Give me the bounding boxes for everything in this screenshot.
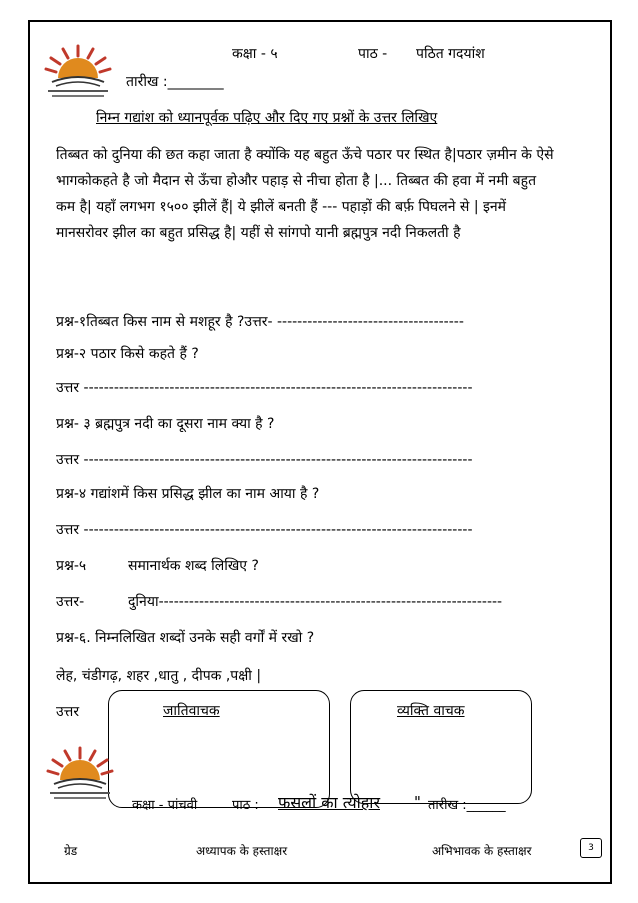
box2-title: व्यक्ति वाचक: [397, 703, 465, 719]
question-2: प्रश्न-२ पठार किसे कहते हैं ?: [56, 346, 199, 362]
teacher-signature-label: अध्यापक के हस्ताक्षर: [196, 844, 288, 858]
answer-5: दुनिया--------------------------------------------------------------------: [128, 594, 503, 610]
question-4: प्रश्न-४ गद्यांशमें किस प्रसिद्ध झील का नाम आया है ?: [56, 486, 320, 502]
question-3: प्रश्न- ३ ब्रह्मपुत्र नदी का दूसरा नाम क्या है ?: [56, 416, 275, 432]
lesson-name: पठित गदयांश: [416, 46, 485, 62]
overlay-date: तारीख :______: [428, 798, 506, 813]
date-field: तारीख :________: [126, 74, 224, 90]
parent-signature-label: अभिभावक के हस्ताक्षर: [432, 844, 532, 858]
box1-title: जातिवाचक: [163, 703, 220, 719]
answer-2-line: उत्तर -----------------------------------------------------------------------------: [56, 380, 473, 396]
question-6: प्रश्न-६. निम्नलिखित शब्दों उनके सही वर्गों में रखो ?: [56, 630, 315, 646]
lesson-label: पाठ -: [358, 46, 388, 62]
passage: तिब्बत को दुनिया की छत कहा जाता है क्योंकि यह बहुत ऊँचे पठार पर स्थित है|पठार ज़मीन के ऐसे भागकोकहते है जो मैदान से ऊँचा होऔर पहाड़ से नीचा होता है |... तिब्बत की हवा में नमी बहुत कम है| यहाँ लगभग १५०० झीलें हैं| ये झीलें बनती हैं --- पहाड़ों की बर्फ़ पिघलने से | इनमें मानसरोवर झील का बहुत प्रसिद्ध है| यहीं से सांगपो यानी ब्रह्मपुत्र नदी निकलती है: [56, 147, 554, 241]
instruction-heading: निम्न गद्यांश को ध्यानपूर्वक पढ़िए और दिए गए प्रश्नों के उत्तर लिखिए: [96, 110, 438, 126]
overlay-class: कक्षा - पांचवी: [132, 798, 198, 813]
answer-5-prefix: उत्तर-: [56, 594, 85, 610]
overlay-lesson-label: पाठ :: [232, 798, 259, 813]
grade-label: ग्रेड: [64, 844, 78, 858]
class-label: कक्षा - ५: [232, 46, 278, 62]
vyaktivachak-box[interactable]: [350, 690, 532, 804]
question-5-prefix: प्रश्न-५: [56, 558, 87, 574]
sun-rays-icon: [48, 748, 112, 788]
question-5: समानार्थक शब्द लिखिए ?: [128, 558, 259, 574]
question-6-words: लेह, चंडीगढ़, शहर ,धातु , दीपक ,पक्षी |: [56, 668, 262, 684]
question-1: प्रश्न-१तिब्बत किस नाम से मशहूर है ?उत्तर- -------------------------------------: [56, 314, 464, 330]
answer-3-line: उत्तर -----------------------------------------------------------------------------: [56, 452, 473, 468]
kendriya-vidyalaya-logo: [38, 40, 118, 102]
page-number: 3: [580, 838, 602, 858]
kendriya-vidyalaya-logo-bottom: [40, 742, 120, 804]
sun-rays-icon: [46, 46, 110, 86]
overlay-quote: ": [414, 793, 421, 811]
answer-4-line: उत्तर -----------------------------------------------------------------------------: [56, 522, 473, 538]
answer-6-label: उत्तर: [56, 704, 80, 720]
overlay-lesson-name: फसलों का त्योहार: [278, 793, 380, 812]
